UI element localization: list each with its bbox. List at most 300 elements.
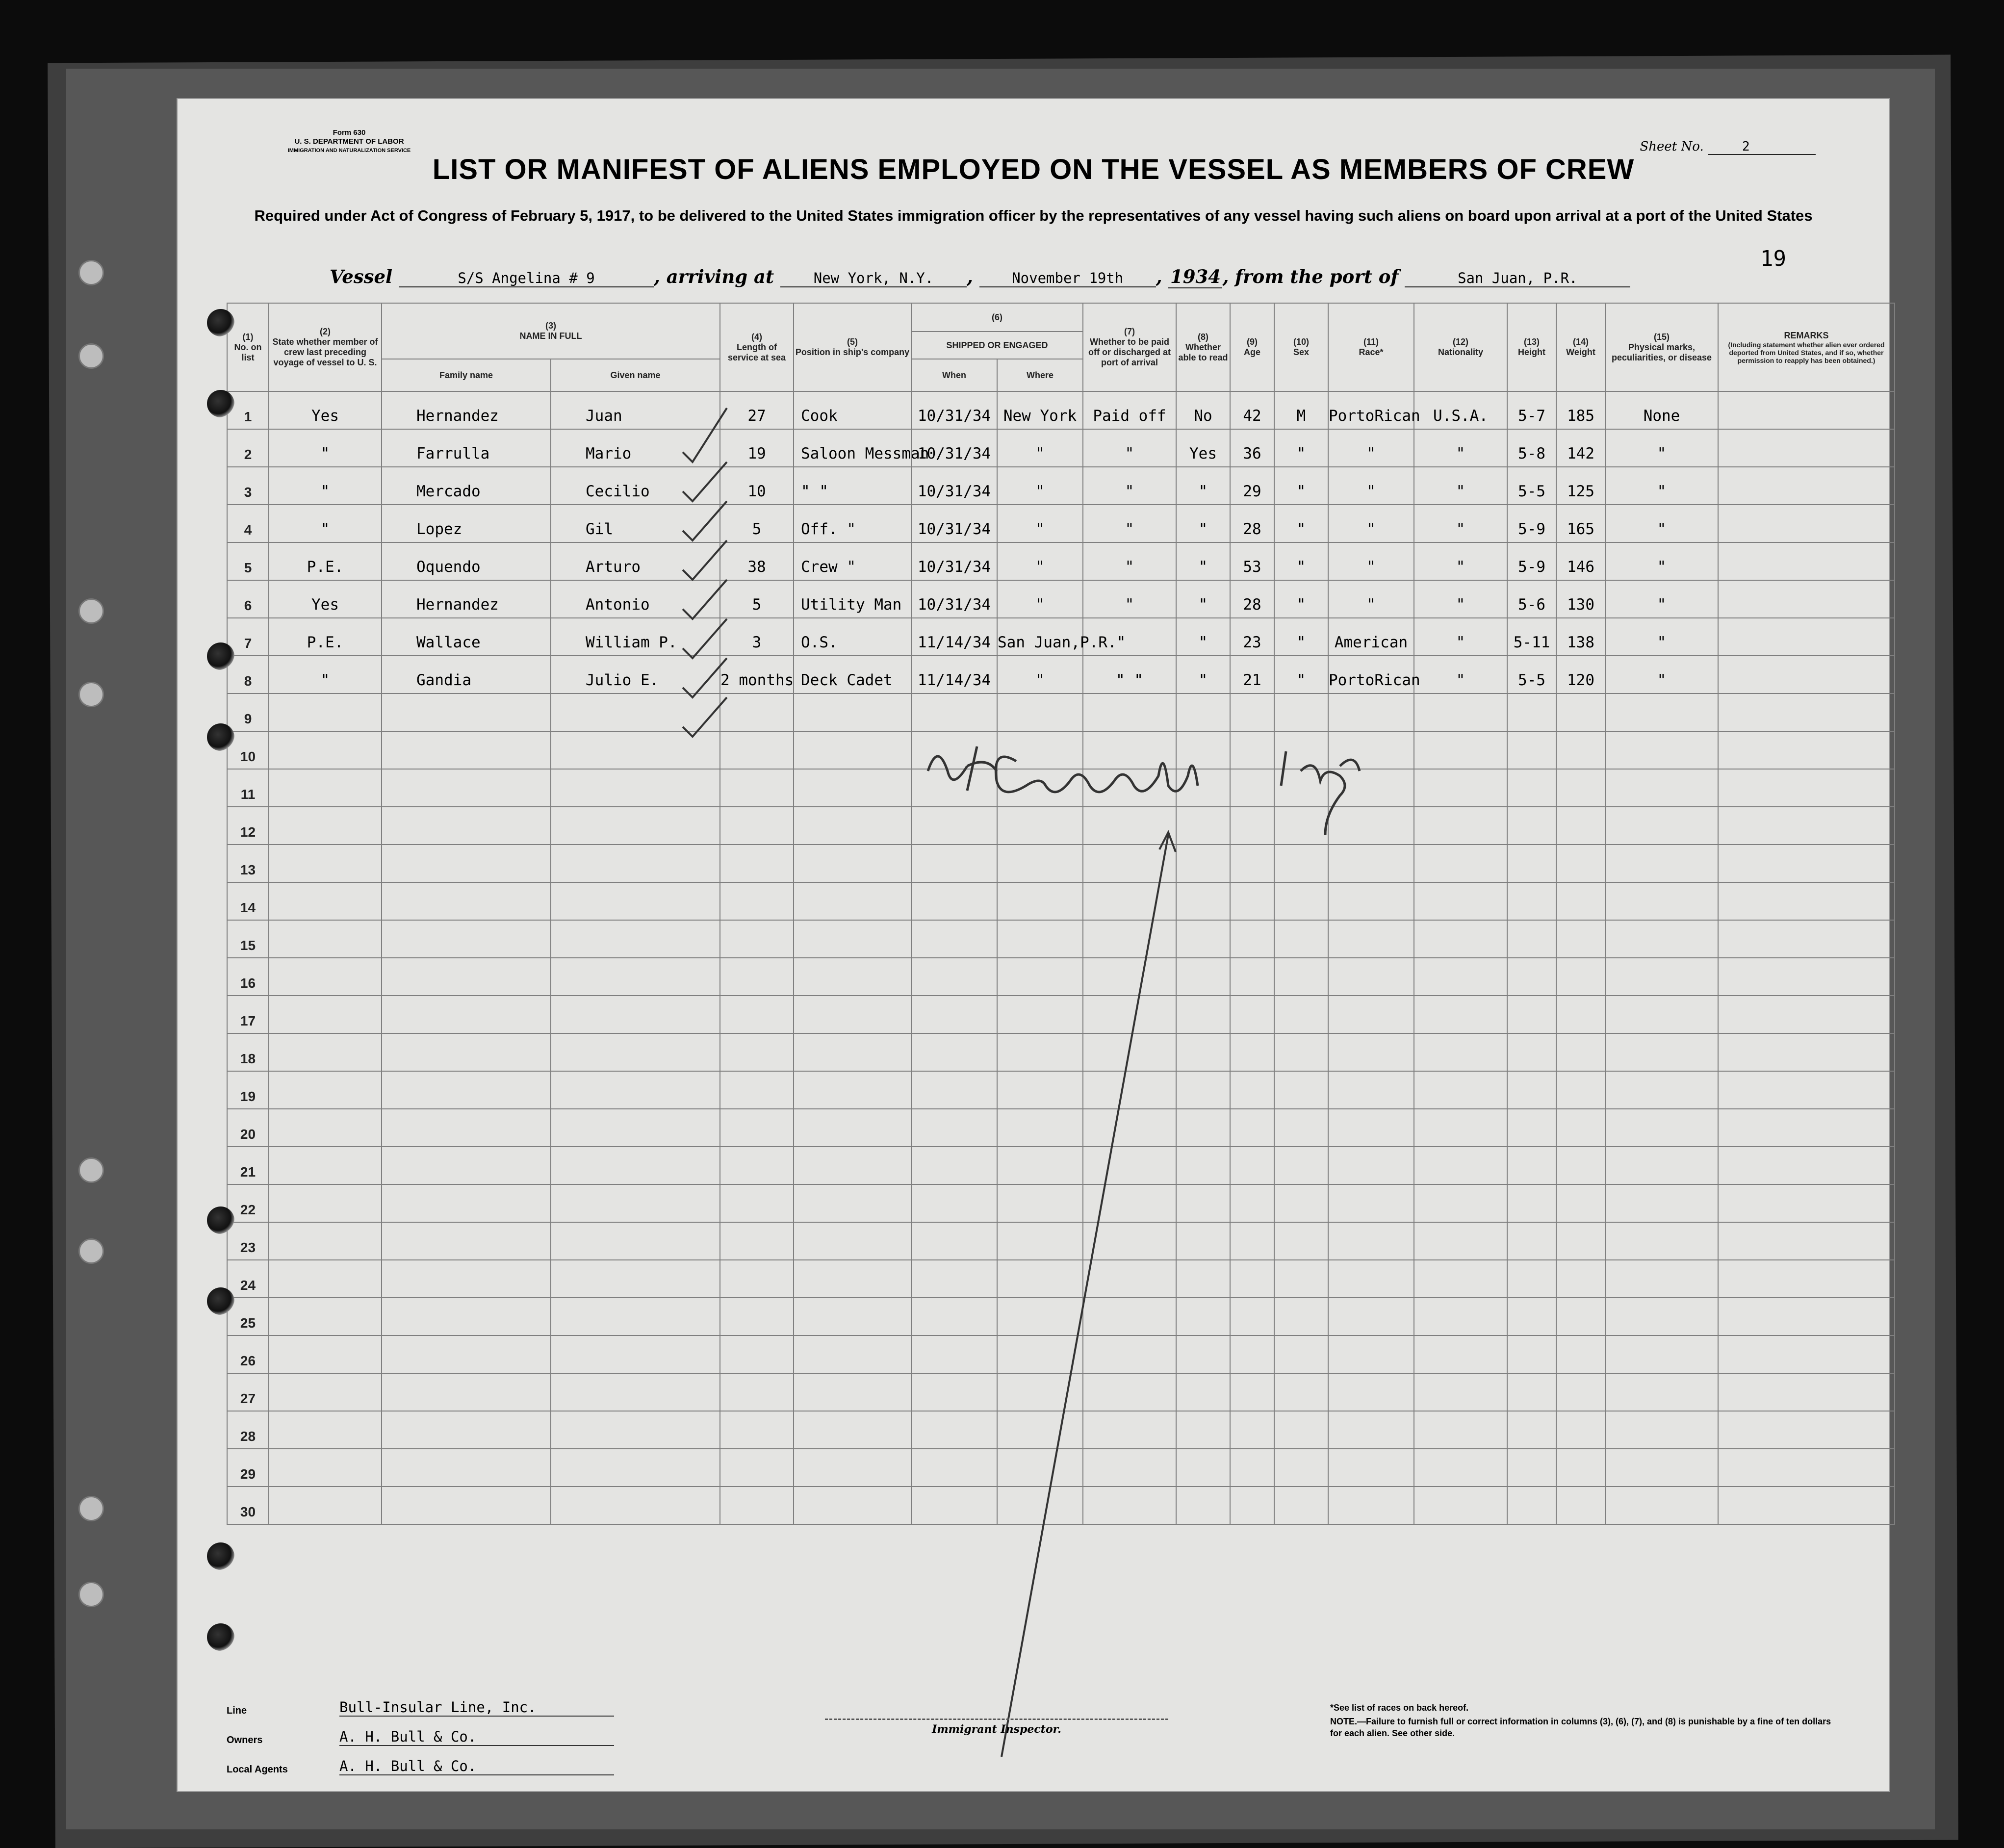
sheet-label: Sheet No. <box>1640 139 1704 154</box>
able-to-read-cell: " <box>1176 505 1230 542</box>
col-header-position: (5) Position in ship's company <box>794 303 911 391</box>
height-cell: 5-8 <box>1507 429 1556 467</box>
weight-cell <box>1556 1411 1605 1449</box>
given-name-cell <box>551 1487 720 1524</box>
prev-voyage-cell <box>269 958 382 996</box>
prev-voyage-cell <box>269 1487 382 1524</box>
position-cell: Off. " <box>794 505 911 542</box>
row-number-cell: 7 <box>227 618 269 656</box>
prev-voyage-cell: " <box>269 429 382 467</box>
able-to-read-cell: " <box>1176 656 1230 693</box>
arriving-label: , arriving at <box>654 266 774 287</box>
age-cell: 42 <box>1230 391 1274 429</box>
weight-cell <box>1556 1373 1605 1411</box>
nationality-cell: " <box>1414 467 1507 505</box>
weight-cell <box>1556 1071 1605 1109</box>
family-name-cell <box>382 1071 551 1109</box>
vessel-label: Vessel <box>330 266 393 287</box>
row-number-cell: 14 <box>227 882 269 920</box>
physical-marks-cell: " <box>1605 505 1718 542</box>
weight-cell <box>1556 1147 1605 1184</box>
physical-marks-cell <box>1605 693 1718 731</box>
given-name-cell: Juan <box>551 391 720 429</box>
physical-marks-cell <box>1605 1109 1718 1147</box>
row-number-cell: 4 <box>227 505 269 542</box>
physical-marks-cell: " <box>1605 656 1718 693</box>
weight-cell: 165 <box>1556 505 1605 542</box>
family-name-cell <box>382 1109 551 1147</box>
punch-hole <box>207 1287 234 1315</box>
height-cell <box>1507 693 1556 731</box>
prev-voyage-cell <box>269 693 382 731</box>
height-cell: 5-9 <box>1507 505 1556 542</box>
given-name-cell: Julio E. <box>551 656 720 693</box>
row-number-cell: 22 <box>227 1184 269 1222</box>
given-name-cell: Gil <box>551 505 720 542</box>
nationality-cell: " <box>1414 618 1507 656</box>
sex-cell: " <box>1274 429 1328 467</box>
family-name-cell: Oquendo <box>382 542 551 580</box>
shipped-where-cell <box>997 693 1083 731</box>
length-of-service-cell <box>720 1222 794 1260</box>
physical-marks-cell <box>1605 1147 1718 1184</box>
given-name-cell: Mario <box>551 429 720 467</box>
given-name-cell <box>551 1147 720 1184</box>
penalty-note: NOTE.—Failure to furnish full or correct information in columns (3), (6), (7), and (8) is punishable by a fine of ten dollars for each alien. See other side. <box>1330 1717 1831 1738</box>
shipped-when-cell: 10/31/34 <box>911 429 997 467</box>
shipped-where-cell: San Juan,P.R." <box>997 618 1083 656</box>
prev-voyage-cell <box>269 1298 382 1335</box>
length-of-service-cell <box>720 920 794 958</box>
remarks-cell <box>1718 391 1895 429</box>
shipped-where-cell: " <box>997 580 1083 618</box>
weight-cell <box>1556 1335 1605 1373</box>
height-cell: 5-6 <box>1507 580 1556 618</box>
physical-marks-cell: " <box>1605 618 1718 656</box>
given-name-cell: Arturo <box>551 542 720 580</box>
row-number-cell: 19 <box>227 1071 269 1109</box>
arriving-port: New York, N.Y. <box>780 270 967 287</box>
punch-hole <box>207 1623 234 1651</box>
binder-hole <box>78 260 104 285</box>
position-cell <box>794 693 911 731</box>
punch-hole <box>207 1542 234 1570</box>
position-cell: Deck Cadet <box>794 656 911 693</box>
length-of-service-cell: 19 <box>720 429 794 467</box>
length-of-service-cell <box>720 1147 794 1184</box>
position-cell: Cook <box>794 391 911 429</box>
weight-cell: 138 <box>1556 618 1605 656</box>
remarks-cell <box>1718 1298 1895 1335</box>
physical-marks-cell <box>1605 1373 1718 1411</box>
shipped-when-cell: 10/31/34 <box>911 505 997 542</box>
col-header-when: When <box>911 359 997 391</box>
col-header-no: (1) No. on list <box>227 303 269 391</box>
remarks-cell <box>1718 920 1895 958</box>
height-cell: 5-9 <box>1507 542 1556 580</box>
line-value: Bull-Insular Line, Inc. <box>339 1699 614 1717</box>
row-number-cell: 25 <box>227 1298 269 1335</box>
paid-off-cell: " <box>1083 505 1176 542</box>
given-name-cell: William P. <box>551 618 720 656</box>
race-cell: " <box>1328 505 1414 542</box>
age-cell <box>1230 693 1274 731</box>
sex-cell: " <box>1274 505 1328 542</box>
prev-voyage-cell: " <box>269 505 382 542</box>
shipped-where-cell: New York <box>997 391 1083 429</box>
remarks-cell <box>1718 958 1895 996</box>
col-header-remarks: REMARKS (Including statement whether alien ever ordered deported from United States, and if so, whether permission to reapply has been obtained.) <box>1718 303 1895 391</box>
weight-cell: 120 <box>1556 656 1605 693</box>
row-number-cell: 18 <box>227 1033 269 1071</box>
shipped-where-cell: " <box>997 542 1083 580</box>
col-header-weight: (14) Weight <box>1556 303 1605 391</box>
shipped-when-cell: 10/31/34 <box>911 580 997 618</box>
height-cell: 5-11 <box>1507 618 1556 656</box>
prev-voyage-cell <box>269 769 382 807</box>
age-cell: 21 <box>1230 656 1274 693</box>
form-number: Form 630 <box>333 128 366 137</box>
manifest-page <box>177 98 1890 1792</box>
remarks-cell <box>1718 1335 1895 1373</box>
row-number-cell: 17 <box>227 996 269 1033</box>
row-number-cell: 30 <box>227 1487 269 1524</box>
age-cell: 28 <box>1230 580 1274 618</box>
physical-marks-cell <box>1605 1487 1718 1524</box>
length-of-service-cell: 5 <box>720 580 794 618</box>
weight-cell <box>1556 1109 1605 1147</box>
col-header-service: (4) Length of service at sea <box>720 303 794 391</box>
col-header-prev-voyage: (2) State whether member of crew last preceding voyage of vessel to U. S. <box>269 303 382 391</box>
given-name-cell <box>551 1222 720 1260</box>
length-of-service-cell: 38 <box>720 542 794 580</box>
handwritten-signature <box>889 732 1526 1771</box>
length-of-service-cell <box>720 958 794 996</box>
able-to-read-cell: No <box>1176 391 1230 429</box>
remarks-cell <box>1718 618 1895 656</box>
row-number-cell: 23 <box>227 1222 269 1260</box>
binder-hole <box>78 1582 104 1607</box>
weight-cell: 142 <box>1556 429 1605 467</box>
remarks-cell <box>1718 1184 1895 1222</box>
col-header-marks: (15) Physical marks, peculiarities, or disease <box>1605 303 1718 391</box>
prev-voyage-cell <box>269 845 382 882</box>
col-header-sex: (10) Sex <box>1274 303 1328 391</box>
nationality-cell: " <box>1414 542 1507 580</box>
prev-voyage-cell <box>269 882 382 920</box>
remarks-cell <box>1718 467 1895 505</box>
given-name-cell <box>551 1449 720 1487</box>
col-header-given: Given name <box>551 359 720 391</box>
binder-hole <box>78 598 104 624</box>
row-number-cell: 24 <box>227 1260 269 1298</box>
shipped-where-cell: " <box>997 429 1083 467</box>
col-header-family: Family name <box>382 359 551 391</box>
nationality-cell <box>1414 693 1507 731</box>
length-of-service-cell <box>720 807 794 845</box>
form-header <box>241 128 457 155</box>
row-number-cell: 16 <box>227 958 269 996</box>
family-name-cell <box>382 769 551 807</box>
given-name-cell <box>551 1335 720 1373</box>
weight-cell <box>1556 882 1605 920</box>
family-name-cell <box>382 731 551 769</box>
prev-voyage-cell <box>269 807 382 845</box>
weight-cell <box>1556 1487 1605 1524</box>
weight-cell: 146 <box>1556 542 1605 580</box>
length-of-service-cell <box>720 1335 794 1373</box>
length-of-service-cell <box>720 1033 794 1071</box>
length-of-service-cell <box>720 1109 794 1147</box>
age-cell: 23 <box>1230 618 1274 656</box>
col-header-shipped: SHIPPED OR ENGAGED <box>911 332 1083 359</box>
weight-cell <box>1556 1298 1605 1335</box>
shipped-when-cell <box>911 693 997 731</box>
paid-off-cell: " <box>1083 580 1176 618</box>
physical-marks-cell <box>1605 769 1718 807</box>
table-row <box>227 467 1895 505</box>
binder-hole <box>78 1238 104 1264</box>
length-of-service-cell: 2 months <box>720 656 794 693</box>
family-name-cell <box>382 920 551 958</box>
sex-cell: " <box>1274 618 1328 656</box>
paid-off-cell: " <box>1083 542 1176 580</box>
table-row <box>227 580 1895 618</box>
race-cell: " <box>1328 467 1414 505</box>
shipped-when-cell: 10/31/34 <box>911 467 997 505</box>
able-to-read-cell: " <box>1176 467 1230 505</box>
prev-voyage-cell <box>269 1335 382 1373</box>
department: U. S. DEPARTMENT OF LABOR <box>294 137 404 146</box>
height-cell: 5-5 <box>1507 467 1556 505</box>
departure-port: San Juan, P.R. <box>1405 270 1630 287</box>
remarks-cell <box>1718 656 1895 693</box>
family-name-cell <box>382 882 551 920</box>
row-number-cell: 15 <box>227 920 269 958</box>
physical-marks-cell <box>1605 920 1718 958</box>
prev-voyage-cell: " <box>269 467 382 505</box>
position-cell: Crew " <box>794 542 911 580</box>
voyage-line: Vessel S/S Angelina # 9 , arriving at New York, N.Y. , November 19th , 1934, from the port of San Juan, P.R. <box>330 266 1776 288</box>
family-name-cell <box>382 1449 551 1487</box>
nationality-cell: " <box>1414 580 1507 618</box>
family-name-cell <box>382 958 551 996</box>
height-cell: 5-5 <box>1507 656 1556 693</box>
weight-cell <box>1556 996 1605 1033</box>
weight-cell <box>1556 920 1605 958</box>
remarks-cell <box>1718 996 1895 1033</box>
length-of-service-cell <box>720 1487 794 1524</box>
given-name-cell <box>551 1033 720 1071</box>
sex-cell: " <box>1274 656 1328 693</box>
row-number-cell: 8 <box>227 656 269 693</box>
length-of-service-cell: 27 <box>720 391 794 429</box>
length-of-service-cell: 10 <box>720 467 794 505</box>
prev-voyage-cell <box>269 1222 382 1260</box>
shipped-when-cell: 11/14/34 <box>911 656 997 693</box>
weight-cell <box>1556 1222 1605 1260</box>
physical-marks-cell <box>1605 1033 1718 1071</box>
physical-marks-cell <box>1605 1184 1718 1222</box>
col-header-name: (3) NAME IN FULL <box>382 303 720 359</box>
shipped-where-cell: " <box>997 467 1083 505</box>
row-number-cell: 21 <box>227 1147 269 1184</box>
prev-voyage-cell: P.E. <box>269 542 382 580</box>
remarks-cell <box>1718 1260 1895 1298</box>
length-of-service-cell <box>720 996 794 1033</box>
prev-voyage-cell <box>269 1071 382 1109</box>
family-name-cell <box>382 1147 551 1184</box>
length-of-service-cell <box>720 845 794 882</box>
given-name-cell <box>551 769 720 807</box>
row-number-cell: 5 <box>227 542 269 580</box>
nationality-cell: " <box>1414 429 1507 467</box>
punch-hole <box>207 309 234 336</box>
col-header-race: (11) Race* <box>1328 303 1414 391</box>
age-cell: 36 <box>1230 429 1274 467</box>
family-name-cell <box>382 1298 551 1335</box>
family-name-cell: Gandia <box>382 656 551 693</box>
position-cell: " " <box>794 467 911 505</box>
family-name-cell: Mercado <box>382 467 551 505</box>
binder-hole <box>78 1496 104 1521</box>
physical-marks-cell <box>1605 1411 1718 1449</box>
paid-off-cell <box>1083 693 1176 731</box>
remarks-cell <box>1718 1487 1895 1524</box>
row-number-cell: 26 <box>227 1335 269 1373</box>
vessel-name: S/S Angelina # 9 <box>399 270 654 287</box>
remarks-cell <box>1718 429 1895 467</box>
table-row <box>227 618 1895 656</box>
remarks-cell <box>1718 1147 1895 1184</box>
able-to-read-cell: " <box>1176 542 1230 580</box>
table-row <box>227 542 1895 580</box>
from-label: , from the port of <box>1222 266 1399 287</box>
col-header-shipped-num: (6) <box>911 303 1083 332</box>
remarks-cell <box>1718 731 1895 769</box>
punch-hole <box>207 1206 234 1234</box>
inspector-label: Immigrant Inspector. <box>825 1719 1168 1736</box>
physical-marks-cell <box>1605 1298 1718 1335</box>
family-name-cell: Hernandez <box>382 391 551 429</box>
row-number-cell: 3 <box>227 467 269 505</box>
length-of-service-cell <box>720 1298 794 1335</box>
physical-marks-cell <box>1605 845 1718 882</box>
arrival-year: 1934 <box>1168 266 1222 288</box>
given-name-cell <box>551 1298 720 1335</box>
length-of-service-cell <box>720 1184 794 1222</box>
physical-marks-cell <box>1605 996 1718 1033</box>
remarks-cell <box>1718 1222 1895 1260</box>
punch-hole <box>207 723 234 751</box>
physical-marks-cell <box>1605 807 1718 845</box>
arrival-date: November 19th <box>979 270 1156 287</box>
row-number-cell: 11 <box>227 769 269 807</box>
weight-cell: 130 <box>1556 580 1605 618</box>
position-cell: Saloon Messman <box>794 429 911 467</box>
races-note: *See list of races on back hereof. <box>1330 1703 1469 1713</box>
shipped-when-cell: 11/14/34 <box>911 618 997 656</box>
weight-cell <box>1556 958 1605 996</box>
remarks-cell <box>1718 693 1895 731</box>
physical-marks-cell <box>1605 1449 1718 1487</box>
prev-voyage-cell <box>269 1411 382 1449</box>
physical-marks-cell: None <box>1605 391 1718 429</box>
row-number-cell: 20 <box>227 1109 269 1147</box>
given-name-cell <box>551 1260 720 1298</box>
remarks-cell <box>1718 1109 1895 1147</box>
corner-number: 19 <box>1760 246 1786 271</box>
prev-voyage-cell <box>269 1449 382 1487</box>
physical-marks-cell <box>1605 1222 1718 1260</box>
physical-marks-cell <box>1605 731 1718 769</box>
prev-voyage-cell: Yes <box>269 391 382 429</box>
shipped-where-cell: " <box>997 656 1083 693</box>
sex-cell: " <box>1274 542 1328 580</box>
family-name-cell <box>382 1335 551 1373</box>
family-name-cell <box>382 845 551 882</box>
row-number-cell: 9 <box>227 693 269 731</box>
given-name-cell <box>551 807 720 845</box>
given-name-cell <box>551 1411 720 1449</box>
sheet-value: 2 <box>1708 139 1816 155</box>
weight-cell <box>1556 1184 1605 1222</box>
family-name-cell <box>382 1373 551 1411</box>
given-name-cell <box>551 1071 720 1109</box>
given-name-cell: Cecilio <box>551 467 720 505</box>
family-name-cell <box>382 1033 551 1071</box>
row-number-cell: 10 <box>227 731 269 769</box>
remarks-cell <box>1718 769 1895 807</box>
family-name-cell <box>382 1184 551 1222</box>
row-number-cell: 28 <box>227 1411 269 1449</box>
remarks-cell <box>1718 845 1895 882</box>
given-name-cell <box>551 996 720 1033</box>
physical-marks-cell: " <box>1605 580 1718 618</box>
paid-off-cell: " " <box>1083 656 1176 693</box>
sex-cell: " <box>1274 580 1328 618</box>
row-number-cell: 1 <box>227 391 269 429</box>
prev-voyage-cell <box>269 731 382 769</box>
weight-cell <box>1556 1260 1605 1298</box>
sex-cell: M <box>1274 391 1328 429</box>
weight-cell <box>1556 1033 1605 1071</box>
age-cell: 53 <box>1230 542 1274 580</box>
row-number-cell: 6 <box>227 580 269 618</box>
race-cell: " <box>1328 429 1414 467</box>
page-title: LIST OR MANIFEST OF ALIENS EMPLOYED ON THE VESSEL AS MEMBERS OF CREW <box>432 154 1635 185</box>
family-name-cell <box>382 807 551 845</box>
prev-voyage-cell <box>269 1373 382 1411</box>
length-of-service-cell <box>720 882 794 920</box>
remarks-cell <box>1718 580 1895 618</box>
given-name-cell <box>551 1109 720 1147</box>
paid-off-cell: Paid off <box>1083 391 1176 429</box>
prev-voyage-cell: Yes <box>269 580 382 618</box>
family-name-cell: Farrulla <box>382 429 551 467</box>
agents-value: A. H. Bull & Co. <box>339 1758 614 1775</box>
physical-marks-cell <box>1605 1071 1718 1109</box>
remarks-cell <box>1718 542 1895 580</box>
race-cell <box>1328 693 1414 731</box>
race-cell: PortoRican <box>1328 391 1414 429</box>
sex-cell <box>1274 693 1328 731</box>
weight-cell <box>1556 693 1605 731</box>
remarks-cell <box>1718 1071 1895 1109</box>
able-to-read-cell: " <box>1176 618 1230 656</box>
binder-hole <box>78 1157 104 1183</box>
prev-voyage-cell <box>269 1184 382 1222</box>
